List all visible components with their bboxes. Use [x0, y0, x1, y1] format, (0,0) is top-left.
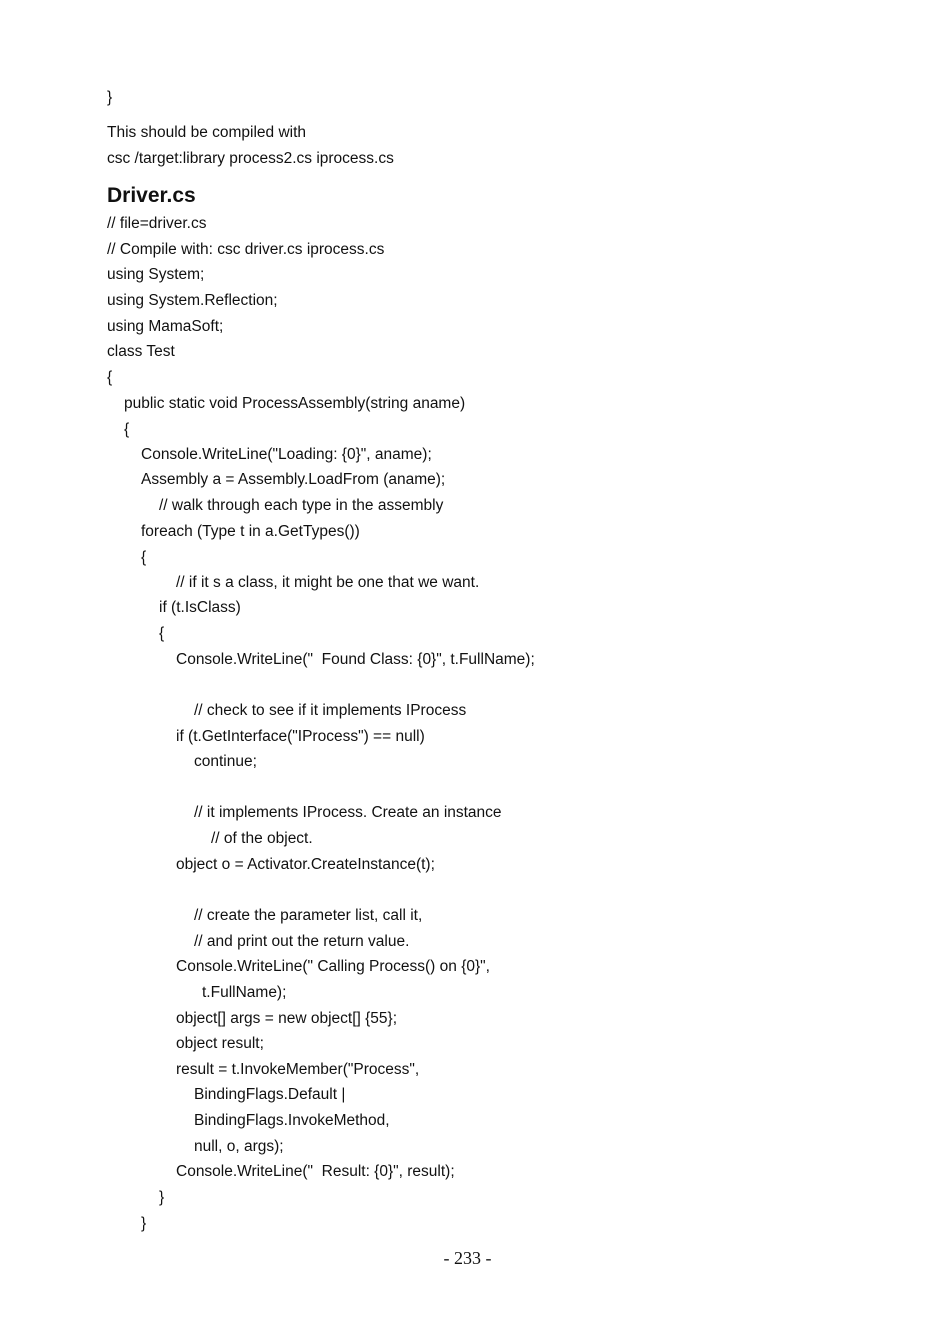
code-line: continue; [194, 753, 257, 770]
code-line: // file=driver.cs [107, 215, 207, 232]
code-line: // and print out the return value. [194, 933, 410, 950]
code-line: using MamaSoft; [107, 318, 224, 335]
code-line: } [141, 1215, 147, 1232]
code-line: public static void ProcessAssembly(string aname) [124, 395, 466, 412]
code-line: { [159, 625, 165, 642]
compile-command: csc /target:library process2.cs iprocess.cs [107, 150, 394, 167]
code-line: object[] args = new object[] {55}; [176, 1010, 398, 1027]
code-line: // it implements IProcess. Create an instance [194, 804, 502, 821]
code-line: Console.WriteLine("Loading: {0}", aname); [141, 446, 432, 463]
code-line: if (t.GetInterface("IProcess") == null) [176, 728, 425, 745]
code-line: BindingFlags.Default | [194, 1086, 346, 1103]
code-line: if (t.IsClass) [159, 599, 241, 616]
code-line: Console.WriteLine(" Result: {0}", result); [176, 1163, 455, 1180]
code-line: { [141, 549, 147, 566]
code-line: { [124, 421, 130, 438]
code-line: foreach (Type t in a.GetTypes()) [141, 523, 360, 540]
code-line: object result; [176, 1035, 264, 1052]
closing-brace: } [107, 89, 113, 106]
code-line: class Test [107, 343, 175, 360]
code-line: Assembly a = Assembly.LoadFrom (aname); [141, 471, 446, 488]
code-line: using System.Reflection; [107, 292, 278, 309]
code-line: t.FullName); [202, 984, 287, 1001]
code-line: // Compile with: csc driver.cs iprocess.cs [107, 241, 385, 258]
code-line: { [107, 369, 113, 386]
page-number: - 233 - [443, 1248, 492, 1268]
code-line: result = t.InvokeMember("Process", [176, 1061, 420, 1078]
code-line: null, o, args); [194, 1138, 284, 1155]
code-line: using System; [107, 266, 205, 283]
code-line: // check to see if it implements IProcess [194, 702, 467, 719]
code-line: // of the object. [211, 830, 313, 847]
code-line: // walk through each type in the assembly [159, 497, 444, 514]
code-line: } [159, 1189, 165, 1206]
code-line: // create the parameter list, call it, [194, 907, 423, 924]
code-line: Console.WriteLine(" Found Class: {0}", t.FullName); [176, 651, 535, 668]
code-line: object o = Activator.CreateInstance(t); [176, 856, 435, 873]
section-heading: Driver.cs [107, 184, 196, 207]
compile-note: This should be compiled with [107, 124, 307, 141]
code-line: BindingFlags.InvokeMethod, [194, 1112, 390, 1129]
code-line: Console.WriteLine(" Calling Process() on {0}", [176, 958, 490, 975]
code-line: // if it s a class, it might be one that we want. [176, 574, 480, 591]
